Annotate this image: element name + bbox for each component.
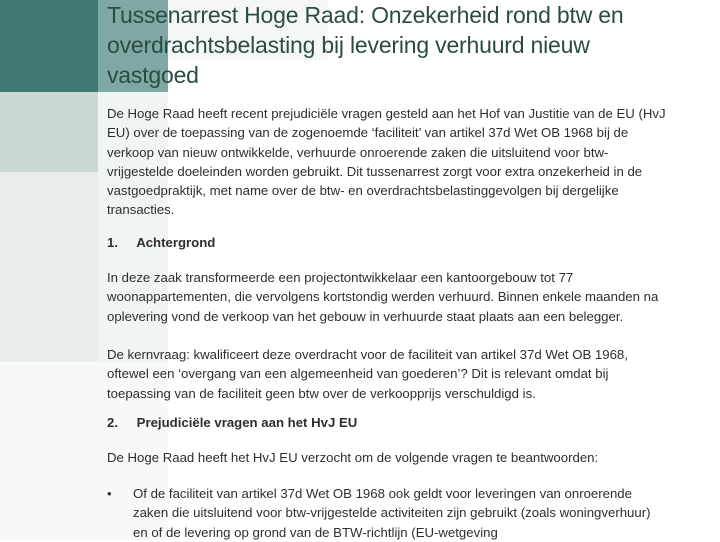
bullet-text: Of de faciliteit van artikel 37d Wet OB 1968 ook geldt voor leveringen van onroerende zaken die uitsluitend voor btw-vrijgestelde activiteiten zijn gebruikt (zoals woningverhuur) en of de levering op grond van de BTW-richtlijn (EU-wetgeving [133, 486, 651, 540]
intro-paragraph: De Hoge Raad heeft recent prejudiciële vragen gesteld aan het Hof van Justitie van de EU (HvJ EU) over de toepassing van de zogenoemde ‘faciliteit’ van artikel 37d Wet OB 1968 bij de verkoop van nieuw ontwikkelde, verhuurde onroerende zaken die uitsluitend voor btw-vrijgestelde doeleinden worden gebruikt. Dit tussenarrest zorgt voor extra onzekerheid in de vastgoedpraktijk, met name over de btw- en overdrachtsbelastinggevolgen bij dergelijke transacties. [107, 106, 666, 218]
section-1-number: 1. [107, 235, 118, 250]
section-1-paragraph-1: In deze zaak transformeerde een projectontwikkelaar een kantoorgebouw tot 77 woonappartementen, die vervolgens kortstondig werden verhuurd. Binnen enkele maanden na oplevering vond de verkoop van het gebouw in verhuurde staat plaats aan een belegger. [107, 270, 659, 324]
section-2-title: Prejudiciële vragen aan het HvJ EU [136, 415, 358, 430]
section-2-heading [107, 413, 357, 432]
section-1-title: Achtergrond [136, 235, 216, 250]
section-1-heading [107, 233, 215, 252]
section-2-paragraph-1: De Hoge Raad heeft het HvJ EU verzocht om de volgende vragen te beantwoorden: [107, 450, 599, 465]
section-1-paragraph-2: De kernvraag: kwalificeert deze overdracht voor de faciliteit van artikel 37d Wet OB 1968, oftewel een ‘overgang van een algemeenheid van goederen’? Dit is relevant omdat bij toepassing van de faciliteit geen btw over de verkoopprijs verschuldigd is. [107, 347, 628, 401]
bullet-icon: • [107, 486, 112, 501]
document-title: Tussenarrest Hoge Raad: Onzekerheid rond btw en overdrachtsbelasting bij levering verhuurd nieuw vastgoed [107, 2, 624, 88]
list-item [107, 484, 667, 542]
section-2-number: 2. [107, 415, 118, 430]
